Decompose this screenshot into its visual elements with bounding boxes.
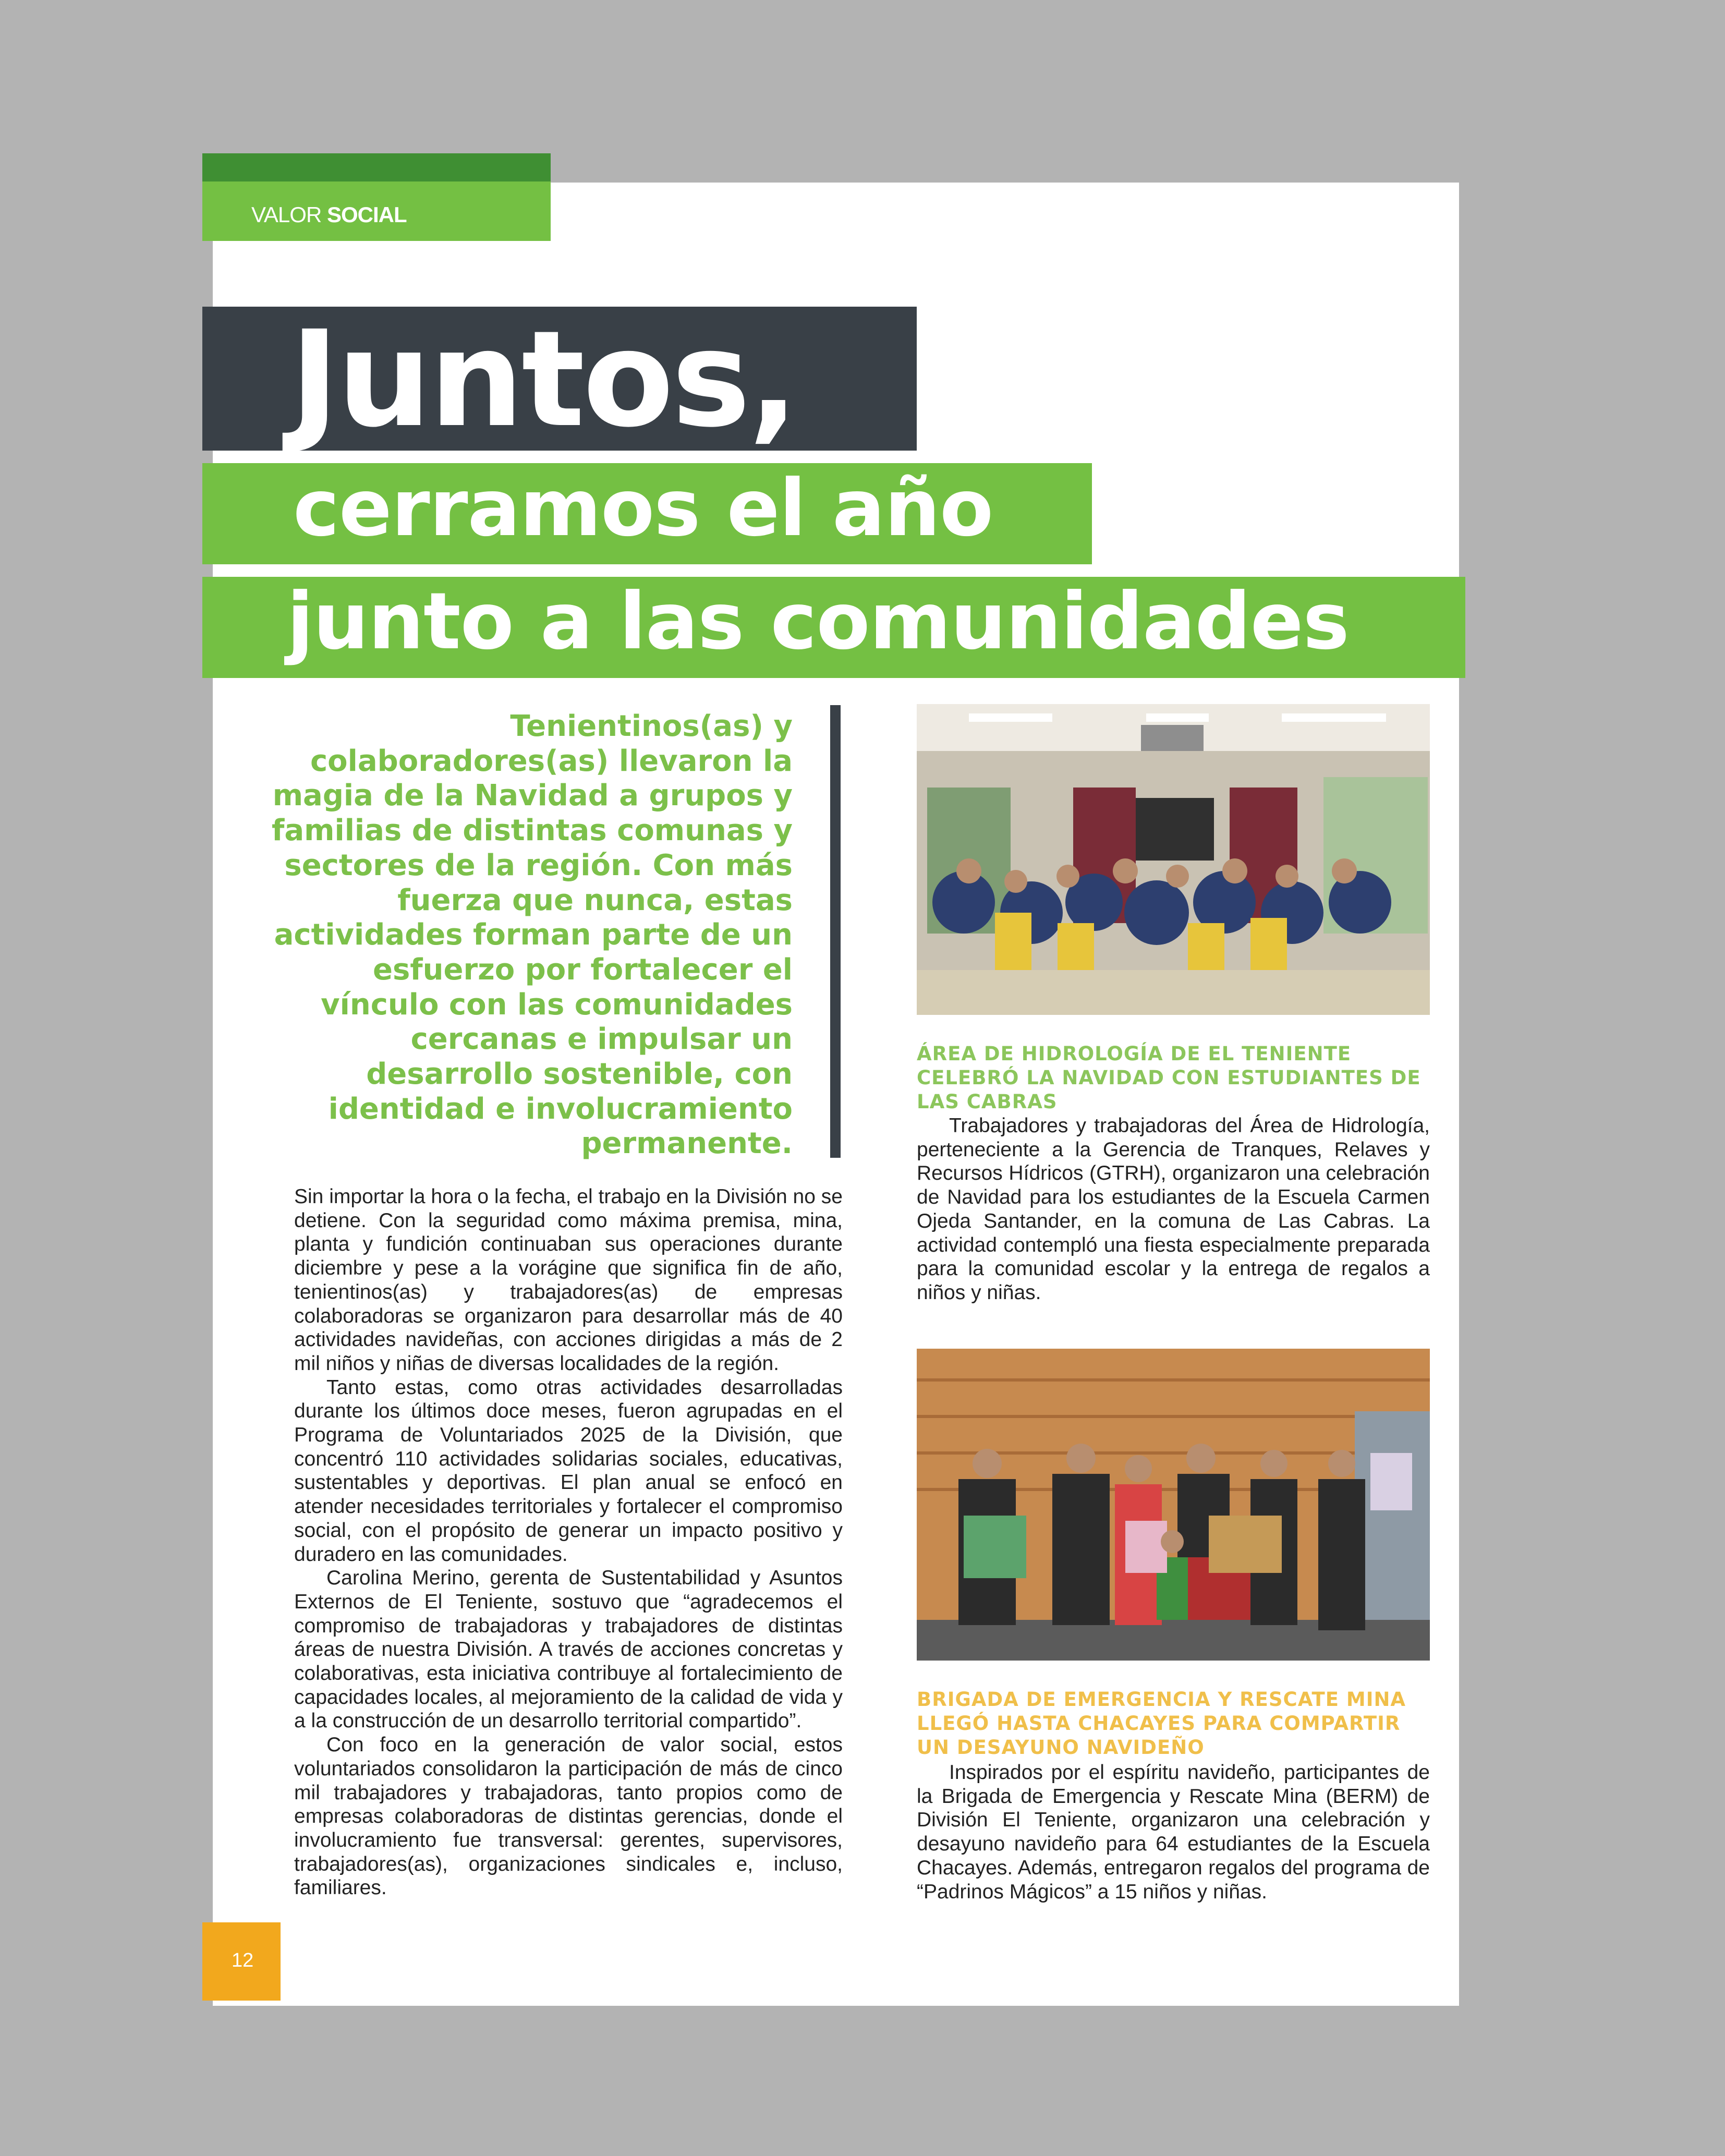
body-paragraph-4: Con foco en la generación de valor social, estos voluntariados consolidaron la participación de más de cinco mil trabajadores y trabajadoras, tanto propios como de empresas colaboradoras de distintas gerencias, donde el involucramiento fue transversal: gerentes, supervisores, trabajadores(as), organizaciones sindicales e, incluso, familiares.	[294, 1734, 843, 1899]
story-1-paragraph: Trabajadores y trabajadoras del Área de Hidrología, perteneciente a la Gerencia de Tranques, Relaves y Recursos Hídricos (GTRH), organizaron una celebración de Navidad para los estudiantes de la Escuela Carmen Ojeda Santander, en la comuna de Las Cabras. La actividad contempló una fiesta especialmente preparada para la comunidad escolar y la entrega de regalos a niños y niñas.	[917, 1115, 1430, 1304]
page-number: 12	[232, 1949, 254, 1971]
photo-brigade	[917, 1349, 1430, 1661]
story-2-paragraph: Inspirados por el espíritu navideño, participantes de la Brigada de Emergencia y Rescate Mina (BERM) de División El Teniente, organizaron una celebración y desayuno navideño para 64 estudiantes de la Escuela Chacayes. Además, entregaron regalos del programa de “Padrinos Mágicos” a 15 niños y niñas.	[917, 1761, 1430, 1903]
body-column	[294, 1185, 843, 1900]
section-label	[251, 202, 407, 227]
photo-brigade-image	[917, 1349, 1430, 1661]
photo-classroom	[917, 704, 1430, 1015]
photo-classroom-image	[917, 704, 1430, 1015]
headline-line-3: junto a las comunidades	[287, 576, 1349, 667]
section-prefix: VALOR	[251, 202, 322, 227]
section-tag-accent	[202, 153, 551, 181]
story-2-text	[917, 1761, 1430, 1904]
lead-paragraph: Tenientinos(as) y colaboradores(as) llevaron la magia de la Navidad a grupos y familias de distintas comunas y sectores de la región. Con más fuerza que nunca, estas actividades forman parte de un esfuerzo por fortalecer el vínculo con las comunidades cercanas e impulsar un desarrollo sostenible, con identidad e involucramiento permanente.	[272, 709, 793, 1161]
section-bold: SOCIAL	[326, 202, 407, 227]
page-number-badge	[202, 1922, 281, 2001]
story-1-text	[917, 1114, 1430, 1305]
body-paragraph-1: Sin importar la hora o la fecha, el trabajo en la División no se detiene. Con la seguridad como máxima premisa, mina, planta y fundición continuaban sus operaciones durante diciembre y pese a la vorágine que significa fin de año, tenientinos(as) y trabajadores(as) de empresas colaboradoras se organizaron para desarrollar más de 40 actividades navideñas, con acciones dirigidas a más de 2 mil niños y niñas de diversas localidades de la región.	[294, 1185, 843, 1375]
headline-line-2: cerramos el año	[293, 463, 993, 554]
lead-divider	[830, 705, 841, 1158]
headline-line-1: Juntos,	[290, 302, 797, 456]
story-1-heading: ÁREA DE HIDROLOGÍA DE EL TENIENTE CELEBRÓ LA NAVIDAD CON ESTUDIANTES DE LAS CABRAS	[917, 1043, 1421, 1113]
story-2-heading: BRIGADA DE EMERGENCIA Y RESCATE MINA LLEGÓ HASTA CHACAYES PARA COMPARTIR UN DESAYUNO NAVIDEÑO	[917, 1688, 1406, 1759]
body-paragraph-3: Carolina Merino, gerenta de Sustentabilidad y Asuntos Externos de El Teniente, sostuvo que “agradecemos el compromiso de trabajadoras y trabajadores de distintas áreas de nuestra División. A través de acciones concretas y colaborativas, esta iniciativa contribuye al fortalecimiento de capacidades locales, al mejoramiento de la calidad de vida y a la construcción de un desarrollo territorial compartido”.	[294, 1567, 843, 1733]
body-paragraph-2: Tanto estas, como otras actividades desarrolladas durante los últimos doce meses, fueron agrupadas en el Programa de Voluntariados 2025 de la División, que concentró 110 actividades solidarias sociales, educativas, sustentables y deportivas. El plan anual se enfocó en atender necesidades territoriales y fortalecer el compromiso social, con el propósito de generar un impacto positivo y duradero en las comunidades.	[294, 1376, 843, 1566]
